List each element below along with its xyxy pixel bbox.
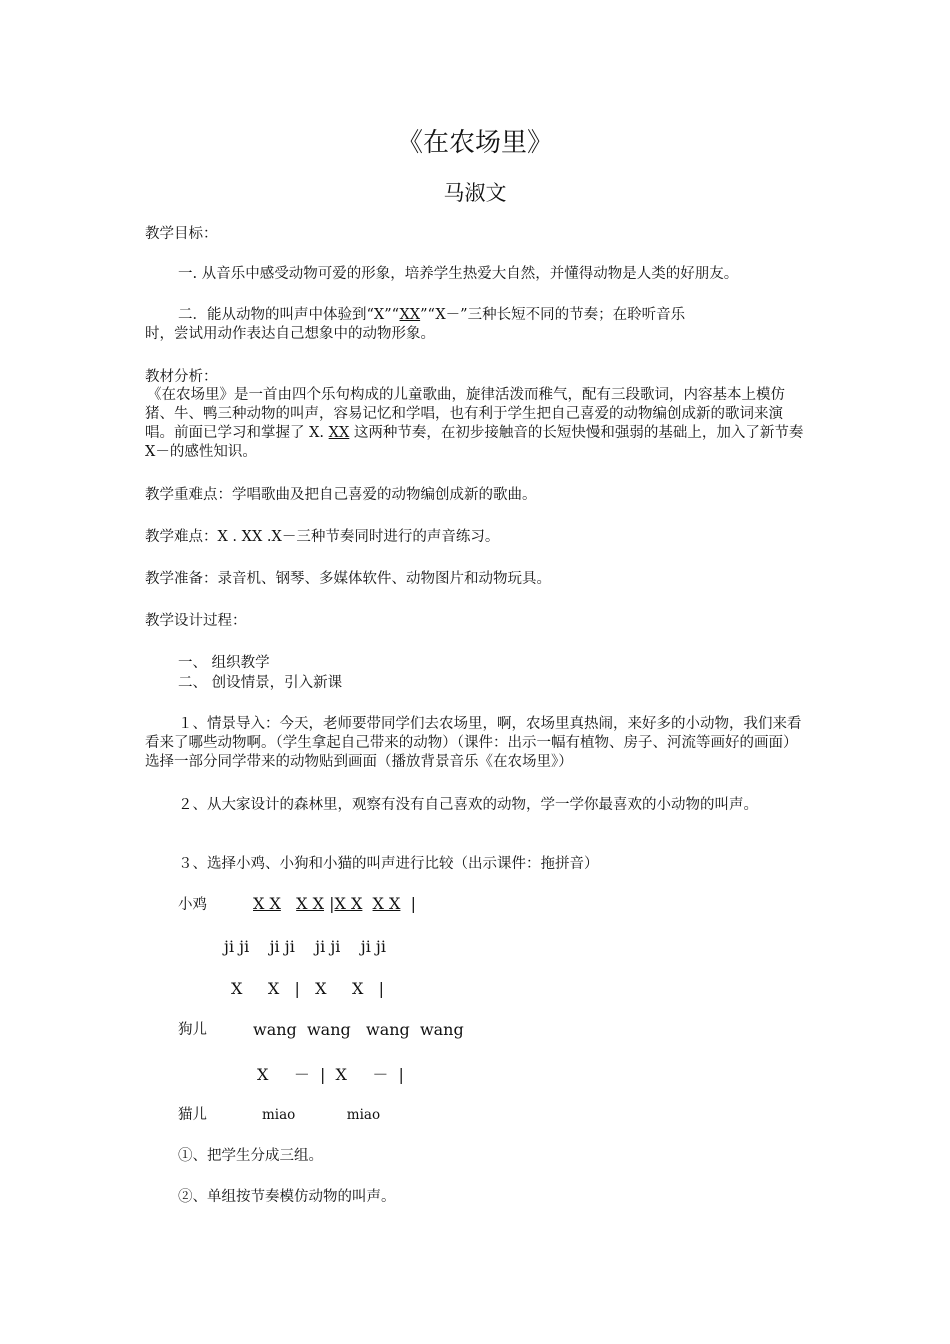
preparation: 教学准备：录音机、钢琴、多媒体软件、动物图片和动物玩具。 [145, 571, 551, 587]
note-pair: X X [334, 894, 363, 913]
key-point: 教学重难点：学唱歌曲及把自己喜爱的动物编创成新的歌曲。 [145, 487, 537, 503]
note-pair: X X [296, 894, 325, 913]
note-pair: X X [253, 894, 281, 913]
process-paragraph-2: ２、从大家设计的森林里，观察有没有自己喜欢的动物，学一学你最喜欢的小动物的叫声。 [178, 797, 758, 813]
lesson-title: 《在农场里》 [396, 128, 553, 158]
analysis-heading: 教材分析： [145, 369, 218, 385]
bar-line: | [329, 894, 335, 913]
process-step-2: 二、 创设情景，引入新课 [178, 675, 343, 691]
chick-notes [253, 894, 416, 913]
rhythm-xx-underlined: XX [399, 307, 421, 323]
process-heading: 教学设计过程： [145, 613, 247, 629]
goal-item-2-line2: 时，尝试用动作表达自己想象中的动物形象。 [145, 326, 435, 342]
dog-syllables: wang wang wang wang [253, 1020, 464, 1039]
goal-item-2-line1: 二．能从动物的叫声中体验到“X”“XX”“X－”三种长短不同的节奏；在聆听音乐 [178, 307, 686, 323]
dog-label: 狗儿 [178, 1022, 207, 1038]
goals-heading: 教学目标： [145, 226, 218, 242]
cat-label: 猫儿 [178, 1107, 207, 1123]
activity-1: ①、把学生分成三组。 [178, 1148, 323, 1164]
process-paragraph-1: １、情景导入：今天，老师要带同学们去农场里，啊，农场里真热闹，来好多的小动物，我们来看看来了哪些动物啊。（学生拿起自己带来的动物）（课件：出示一幅有植物、房子、河流等画好的画面）选择一部分同学带来的动物贴到画面（播放背景音乐《在农场里》） [145, 716, 802, 770]
difficulty: 教学难点：X . XX .X－三种节奏同时进行的声音练习。 [145, 529, 500, 545]
process-paragraph-3: ３、选择小鸡、小狗和小猫的叫声进行比较（出示课件：拖拼音） [178, 856, 599, 872]
chick-rhythm: X X | X X | [231, 979, 384, 998]
author-name: 马淑文 [443, 181, 507, 205]
dog-rhythm: X － | X － | [257, 1065, 404, 1084]
bar-line: | [410, 894, 416, 913]
chick-syllables: ji ji ji ji ji ji ji ji [224, 937, 386, 956]
cat-syllables: miao miao [262, 1107, 381, 1123]
chick-label: 小鸡 [178, 897, 207, 913]
note-pair: X X [372, 894, 401, 913]
goal-item-1: 一. 从音乐中感受动物可爱的形象，培养学生热爱大自然，并懂得动物是人类的好朋友。 [178, 266, 739, 282]
rhythm-xx-underlined: XX [328, 425, 350, 441]
process-step-1: 一、 组织教学 [178, 655, 270, 671]
analysis-paragraph: 《在农场里》是一首由四个乐句构成的儿童歌曲，旋律活泼而稚气，配有三段歌词，内容基本上模仿猪、牛、鸭三种动物的叫声，容易记忆和学唱，也有利于学生把自己喜爱的动物编创成新的歌词来演唱。前面已学习和掌握了 X. XX 这两种节奏，在初步接触音的长短快慢和强弱的基础上，加入了新节奏 X－的感性知识。 [145, 387, 804, 460]
activity-2: ②、单组按节奏模仿动物的叫声。 [178, 1189, 396, 1205]
